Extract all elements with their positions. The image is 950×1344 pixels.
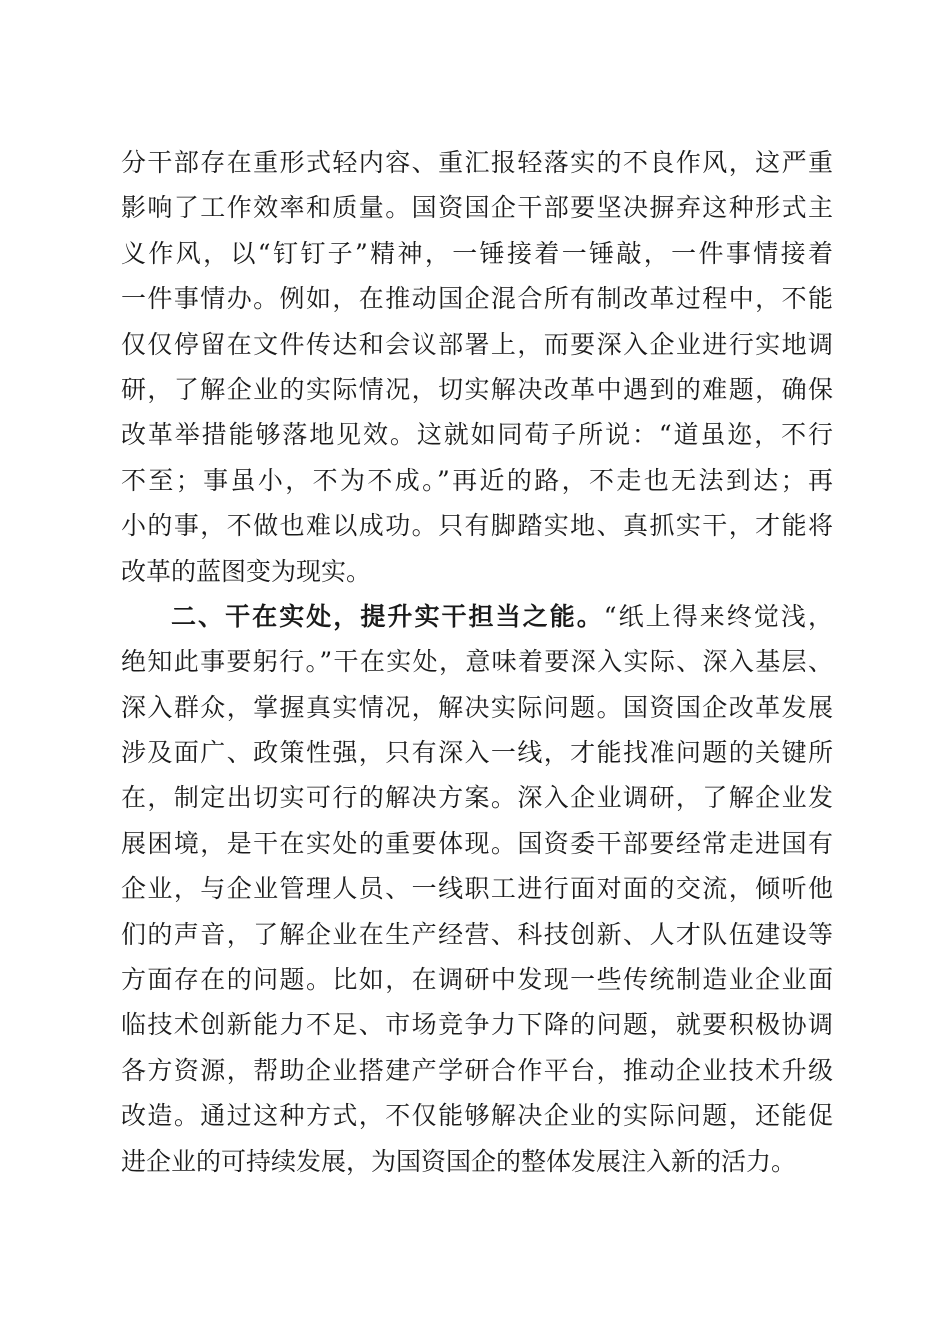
paragraph-continued xyxy=(121,140,833,594)
text-line: 各方资源，帮助企业搭建产学研合作平台，推动企业技术升级 xyxy=(121,1055,833,1085)
section-heading: 二、干在实处，提升实干担当之能。 xyxy=(171,601,604,631)
text-line: 方面存在的问题。比如，在调研中发现一些传统制造业企业面 xyxy=(121,965,833,995)
text-line: 仅仅停留在文件传达和会议部署上，而要深入企业进行实地调 xyxy=(121,329,833,359)
section-two-first-line xyxy=(121,594,833,639)
text-line: 义作风，以“钉钉子”精神，一锤接着一锤敲，一件事情接着 xyxy=(121,238,833,268)
text-line: 不至；事虽小，不为不成。”再近的路，不走也无法到达；再 xyxy=(121,465,833,495)
text-line: 进企业的可持续发展，为国资国企的整体发展注入新的活力。 xyxy=(121,1146,797,1176)
text-line: 企业，与企业管理人员、一线职工进行面对面的交流，倾听他 xyxy=(121,874,833,904)
text-line: 分干部存在重形式轻内容、重汇报轻落实的不良作风，这严重 xyxy=(121,148,833,177)
text-line: 深入群众，掌握真实情况，解决实际问题。国资国企改革发展 xyxy=(121,692,833,722)
text-line: 涉及面广、政策性强，只有深入一线，才能找准问题的关键所 xyxy=(121,738,833,768)
quote-start: “纸上得来终觉浅， xyxy=(603,601,833,631)
section-two-paragraph xyxy=(121,594,833,1184)
text-line: 在，制定出切实可行的解决方案。深入企业调研，了解企业发 xyxy=(121,783,833,813)
text-line: 改造。通过这种方式，不仅能够解决企业的实际问题，还能促 xyxy=(121,1101,833,1131)
text-line: 展困境，是干在实处的重要体现。国资委干部要经常走进国有 xyxy=(121,828,833,858)
text-line: 影响了工作效率和质量。国资国企干部要坚决摒弃这种形式主 xyxy=(121,193,833,223)
text-line: 研，了解企业的实际情况，切实解决改革中遇到的难题，确保 xyxy=(121,374,833,404)
text-line: 临技术创新能力不足、市场竞争力下降的问题，就要积极协调 xyxy=(121,1010,833,1040)
text-line: 改革的蓝图变为现实。 xyxy=(121,556,372,586)
text-line: 绝知此事要躬行。”干在实处，意味着要深入实际、深入基层、 xyxy=(121,647,833,677)
text-line: 改革举措能够落地见效。这就如同荀子所说：“道虽迩，不行 xyxy=(121,420,833,450)
text-line: 一件事情办。例如，在推动国企混合所有制改革过程中，不能 xyxy=(121,284,833,314)
text-line: 小的事，不做也难以成功。只有脚踏实地、真抓实干，才能将 xyxy=(121,511,833,541)
body-text xyxy=(121,140,833,1184)
text-line: 们的声音，了解企业在生产经营、科技创新、人才队伍建设等 xyxy=(121,919,833,949)
